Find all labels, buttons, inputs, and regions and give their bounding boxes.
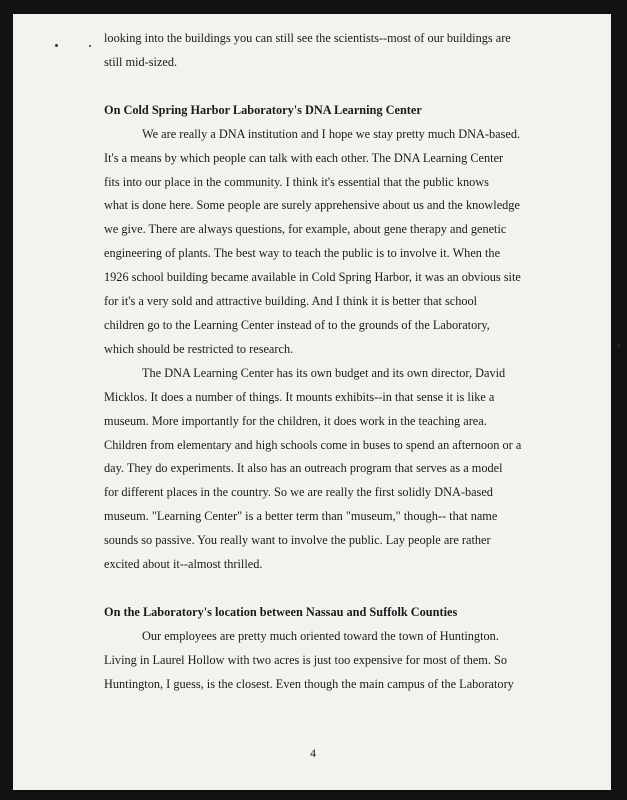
text-line: It's a means by which people can talk with each other. The DNA Learning Center — [104, 150, 504, 165]
scan-speck — [55, 44, 58, 47]
text-line: The DNA Learning Center has its own budget and its own director, David — [142, 365, 506, 380]
text-line: 1926 school building became available in Cold Spring Harbor, it was an obvious site — [104, 270, 521, 285]
section-heading: On the Laboratory's location between Nassau and Suffolk Counties — [104, 604, 458, 619]
page-number: 4 — [310, 746, 316, 760]
edge-mark — [617, 344, 620, 348]
text-line: which should be restricted to research. — [104, 341, 294, 356]
text-line: sounds so passive. You really want to involve the public. Lay people are rather — [104, 533, 491, 548]
document-body — [104, 27, 534, 697]
text-line: still mid-sized. — [104, 54, 178, 69]
text-line: for different places in the country. So we are really the first solidly DNA-based — [104, 485, 493, 500]
text-line: children go to the Learning Center instead of to the grounds of the Laboratory, — [104, 317, 490, 332]
text-line: day. They do experiments. It also has an outreach program that serves as a model — [104, 461, 503, 476]
text-line: for it's a very sold and attractive building. And I think it is better that school — [104, 294, 478, 309]
text-line: We are really a DNA institution and I hope we stay pretty much DNA-based. — [142, 126, 521, 141]
text-line: Children from elementary and high schools come in buses to spend an afternoon or a — [104, 437, 522, 452]
text-line: Our employees are pretty much oriented toward the town of Huntington. — [142, 628, 499, 643]
scan-speck — [89, 45, 91, 47]
text-line: fits into our place in the community. I think it's essential that the public knows — [104, 174, 489, 189]
text-line: museum. More importantly for the children, it does work in the teaching area. — [104, 413, 487, 428]
text-line: engineering of plants. The best way to teach the public is to involve it. When the — [104, 246, 501, 261]
text-line: we give. There are always questions, for example, about gene therapy and genetic — [104, 222, 507, 237]
text-line: Huntington, I guess, is the closest. Even though the main campus of the Laboratory — [104, 676, 514, 691]
text-line: Micklos. It does a number of things. It mounts exhibits--in that sense it is like a — [104, 389, 495, 404]
text-line: Living in Laurel Hollow with two acres is just too expensive for most of them. So — [104, 652, 508, 667]
text-line: what is done here. Some people are surely apprehensive about us and the knowledge — [104, 198, 520, 213]
text-line: museum. "Learning Center" is a better term than "museum," though-- that name — [104, 509, 498, 524]
text-line: looking into the buildings you can still see the scientists--most of our buildings are — [104, 31, 511, 45]
text-line: excited about it--almost thrilled. — [104, 557, 263, 572]
section-heading: On Cold Spring Harbor Laboratory's DNA Learning Center — [104, 102, 422, 117]
